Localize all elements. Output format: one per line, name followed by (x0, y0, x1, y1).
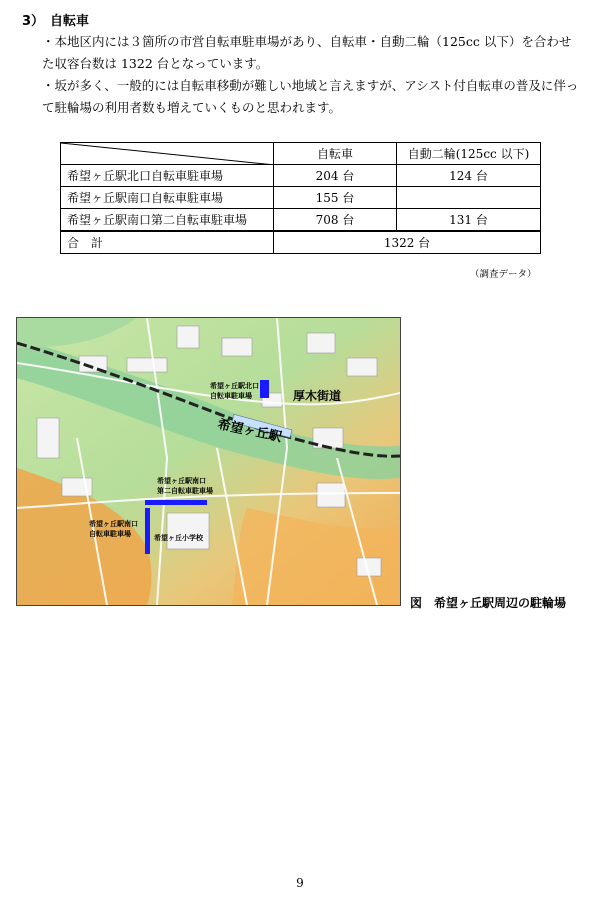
parking-table (60, 142, 541, 254)
total-value: 1322 台 (274, 231, 541, 254)
paragraph-capacity: ・本地区内には３箇所の市営自転車駐車場があり、自転車・自動二輪（125cc 以下）を合わせた収容台数は 1322 台となっています。 (42, 34, 572, 71)
header-bicycle: 自転車 (274, 143, 397, 165)
south2-parking-marker (145, 500, 207, 505)
section-number: 3） (22, 14, 45, 29)
table-row (61, 209, 541, 232)
label-north-lot-2: 自転車駐車場 (210, 392, 252, 400)
table-row (61, 187, 541, 209)
row-name: 希望ヶ丘駅北口自転車駐車場 (61, 165, 274, 187)
label-road: 厚木街道 (293, 389, 342, 403)
label-south-lot-1: 希望ヶ丘駅南口 (89, 520, 138, 528)
building (317, 483, 345, 507)
row-motorbike: 131 台 (397, 209, 541, 232)
diagonal-line (61, 143, 275, 165)
table-row (61, 165, 541, 187)
school-building (167, 513, 209, 549)
table-header-row (61, 143, 541, 165)
row-bicycle: 708 台 (274, 209, 397, 232)
label-south-lot-2: 自転車駐車場 (89, 530, 131, 538)
label-school: 希望ヶ丘小学校 (154, 534, 203, 542)
row-name: 希望ヶ丘駅南口自転車駐車場 (61, 187, 274, 209)
row-name: 希望ヶ丘駅南口第二自転車駐車場 (61, 209, 274, 232)
source-note: （調査データ） (470, 269, 537, 280)
building (127, 358, 167, 372)
south-parking-marker (145, 508, 150, 554)
building (222, 338, 252, 356)
table-total-row (61, 231, 541, 254)
building (347, 358, 377, 376)
label-south2-lot-2: 第二自転車駐車場 (157, 487, 213, 495)
total-label: 合 計 (61, 231, 274, 254)
row-motorbike (397, 187, 541, 209)
paragraph-slope: ・坂が多く、一般的には自転車移動が難しい地域と言えますが、アシスト付自転車の普及に伴って駐輪場の利用者数も増えていくものと思われます。 (42, 78, 579, 115)
row-motorbike: 124 台 (397, 165, 541, 187)
north-parking-marker (260, 380, 269, 398)
section-heading (22, 10, 89, 29)
row-bicycle: 155 台 (274, 187, 397, 209)
label-north-lot-1: 希望ヶ丘駅北口 (210, 382, 259, 390)
building (37, 418, 59, 458)
label-south2-lot-1: 希望ヶ丘駅南口 (157, 477, 206, 485)
page-number: 9 (296, 876, 304, 890)
area-map (16, 317, 401, 606)
header-motorbike: 自動二輪(125cc 以下) (397, 143, 541, 165)
section-title: 自転車 (50, 14, 90, 29)
table-corner-cell (61, 143, 274, 165)
building (307, 333, 335, 353)
map-caption: 図 希望ヶ丘駅周辺の駐輪場 (410, 596, 567, 610)
label-station: 希望ヶ丘駅 (216, 417, 283, 446)
row-bicycle: 204 台 (274, 165, 397, 187)
building (177, 326, 199, 348)
